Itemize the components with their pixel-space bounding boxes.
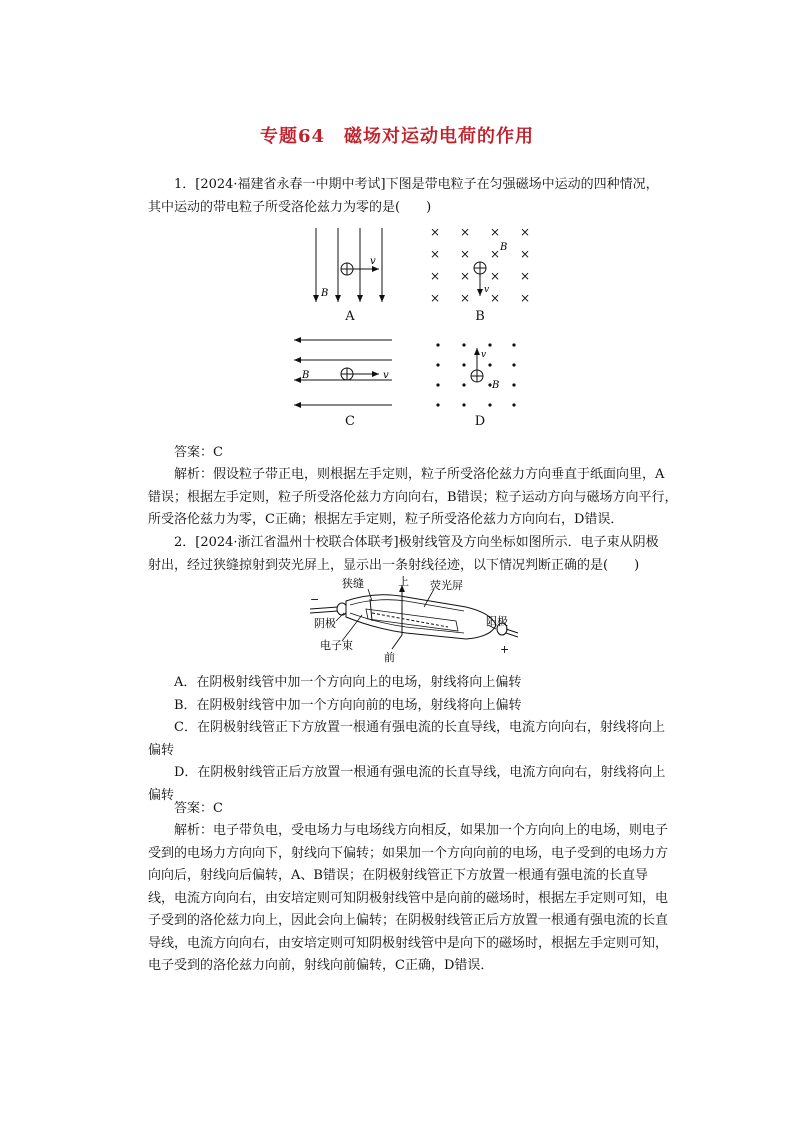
question-2-stem [148, 532, 688, 577]
answer-1 [148, 442, 688, 465]
figure-a-label: A [345, 309, 355, 324]
option-b: B．在阴极射线管中加一个方向向前的电场，射线将向上偏转 [174, 697, 522, 713]
figure-b-diagram [428, 226, 533, 306]
answer-text: 答案：C [174, 801, 223, 816]
page-title: 专题64 磁场对运动电荷的作用 [259, 126, 535, 147]
svg-text:×: × [489, 225, 501, 239]
figure-a-diagram [300, 226, 400, 306]
field-label: B [500, 242, 508, 253]
field-label: B [302, 370, 310, 381]
plus-terminal: + [500, 643, 510, 656]
svg-text:×: × [429, 247, 441, 261]
field-label: B [321, 288, 329, 299]
text-line: 其中运动的带电粒子所受洛伦兹力为零的是( ) [148, 199, 432, 215]
svg-text:×: × [489, 291, 501, 305]
option-d: D．在阴极射线管正后方放置一根通有强电流的长直导线，电流方向向右，射线将向上 [174, 765, 666, 780]
figure-d-diagram [432, 340, 522, 412]
svg-text:×: × [489, 247, 501, 261]
text-line: 电子受到的洛伦兹力向前，射线向前偏转，C正确，D错误． [148, 958, 494, 973]
option-d-cont: 偏转 [148, 787, 175, 803]
svg-text:×: × [489, 269, 501, 283]
velocity-label: v [484, 285, 490, 295]
electron-beam-label: 电子束 [320, 639, 353, 652]
question-2-options [148, 672, 688, 807]
text-line: 导线，电流方向向右，由安培定则可知阴极射线管中是向下的磁场时，根据左手定则可知， [148, 935, 669, 951]
question-1-stem [148, 174, 688, 219]
svg-text:×: × [519, 225, 531, 239]
cathode-ray-tube-diagram [306, 577, 520, 667]
svg-text:×: × [459, 269, 471, 283]
anode-label: 阳极 [486, 615, 508, 628]
slit-label: 狭缝 [342, 577, 364, 590]
figure-c-diagram [292, 334, 396, 414]
velocity-label: v [383, 370, 389, 381]
velocity-label: v [370, 256, 376, 267]
option-a: A．在阴极射线管中加一个方向向上的电场，射线将向上偏转 [174, 675, 522, 690]
velocity-label: v [481, 350, 487, 360]
svg-text:×: × [519, 291, 531, 305]
text-line: 2．[2024·浙江省温州十校联合体联考]极射线管及方向坐标如图所示．电子束从阴极 [174, 535, 659, 550]
text-line: 错误；根据左手定则，粒子所受洛伦兹力方向向右，B错误；粒子运动方向与磁场方向平行， [148, 489, 678, 505]
screen-label: 荧光屏 [430, 579, 463, 592]
text-line: 所受洛伦兹力为零，C正确；根据左手定则，粒子所受洛伦兹力方向向右，D错误． [148, 512, 624, 527]
figure-d-label: D [474, 414, 486, 429]
text-line: 线，电流方向向右，由安培定则可知阴极射线管中是向前的磁场时，根据左手定则可知，电 [148, 890, 669, 906]
figure-b-label: B [475, 309, 485, 324]
svg-text:×: × [429, 291, 441, 305]
minus-terminal: − [310, 593, 320, 606]
svg-text:×: × [459, 291, 471, 305]
analysis-2 [148, 820, 688, 978]
text-line: 解析：假设粒子带正电，则根据左手定则，粒子所受洛伦兹力方向垂直于纸面向里，A [174, 467, 665, 482]
figure-c-label: C [345, 414, 355, 429]
answer-text: 答案：C [174, 445, 223, 460]
text-line: 受到的电场力方向向下，射线向下偏转；如果加一个方向向前的电场，电子受到的电场力方 [148, 845, 669, 861]
text-line: 子受到的洛伦兹力向上，因此会向上偏转；在阴极射线管正后方放置一根通有强电流的长直 [148, 913, 669, 928]
up-axis-label: 上 [398, 575, 409, 588]
text-line: 1．[2024·福建省永春一中期中考试]下图是带电粒子在匀强磁场中运动的四种情况， [174, 177, 659, 192]
svg-text:×: × [519, 247, 531, 261]
text-line: 解析：电子带负电，受电场力与电场线方向相反，如果加一个方向向上的电场，则电子 [174, 823, 669, 838]
svg-text:×: × [459, 225, 471, 239]
cathode-label: 阴极 [314, 617, 336, 630]
text-line: 射出，经过狭缝掠射到荧光屏上，显示出一条射线径迹，以下情况判断正确的是( ) [148, 557, 640, 573]
analysis-1 [148, 464, 688, 532]
svg-text:×: × [429, 269, 441, 283]
answer-2 [148, 798, 688, 821]
svg-text:×: × [459, 247, 471, 261]
front-axis-label: 前 [384, 651, 395, 664]
option-c: C．在阴极射线管正下方放置一根通有强电流的长直导线，电流方向向右，射线将向上 [174, 720, 665, 735]
field-label: B [492, 380, 500, 391]
option-c-cont: 偏转 [148, 742, 175, 758]
svg-text:×: × [429, 225, 441, 239]
svg-text:×: × [519, 269, 531, 283]
text-line: 向向后，射线向后偏转，A、B错误；在阴极射线管正下方放置一根通有强电流的长直导 [148, 868, 648, 883]
